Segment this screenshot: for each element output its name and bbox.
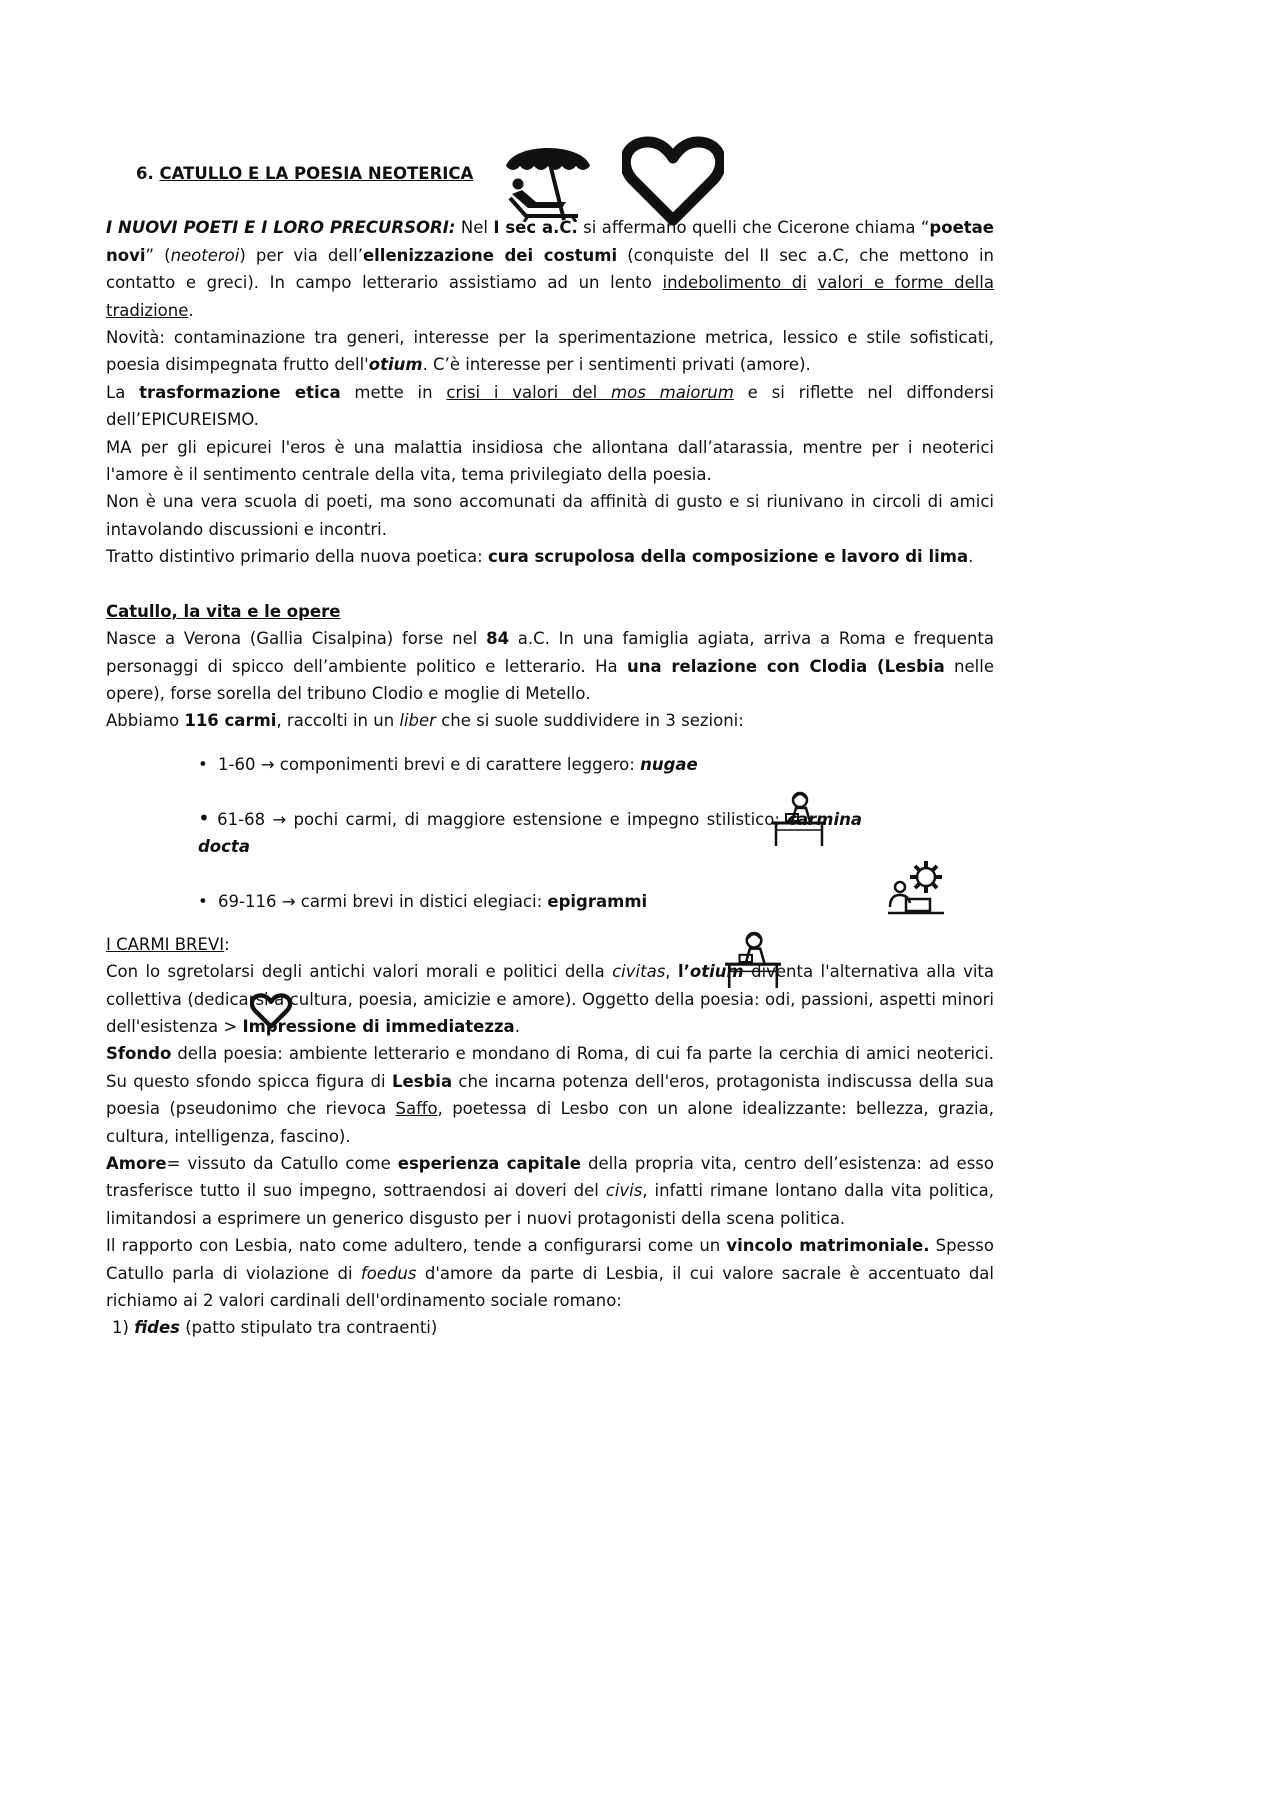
text: Il rapporto con Lesbia, nato come adultero, tende a configurarsi come un bbox=[106, 1236, 727, 1256]
text: si affermano quelli che Cicerone chiama “ bbox=[577, 218, 930, 238]
item-number: 1) bbox=[112, 1318, 135, 1338]
text: . bbox=[968, 547, 974, 567]
text: nelle opere), forse sorella del tribuno Clodio e moglie di Metello. bbox=[106, 656, 994, 703]
bold-italic-text: nugae bbox=[640, 754, 698, 774]
text: . bbox=[188, 300, 194, 320]
bold-text: vincolo matrimoniale. bbox=[726, 1236, 930, 1256]
bold-text: l’ bbox=[677, 962, 690, 982]
bold-text: ellenizzazione dei costumi bbox=[362, 245, 618, 265]
text: diventa l'alternativa alla vita collettiva (dedicarsi a cultura, poesia, amicizie e amore). Oggetto della poesia: odi, passioni, aspetti minori dell'esistenza > bbox=[106, 962, 994, 1036]
bold-text: Impressione di immediatezza bbox=[242, 1016, 515, 1036]
bold-text: 84 bbox=[486, 629, 510, 649]
text: e si riflette nel diffondersi dell’EPICUREISMO. bbox=[106, 382, 995, 430]
text: d'amore da parte di Lesbia, il cui valore sacrale è accentuato dal richiamo ai 2 valori cardinali dell'ordinamento sociale romano: bbox=[106, 1263, 994, 1310]
italic-text: neoteroi bbox=[170, 245, 240, 265]
section-heading-vita bbox=[106, 598, 994, 625]
bold-text: Amore bbox=[106, 1153, 167, 1173]
text: che incarna potenza dell'eros, protagonista indiscussa della sua poesia (pseudonimo che rievoca bbox=[106, 1071, 995, 1119]
italic-text: liber bbox=[399, 711, 436, 731]
bold-text: Sfondo bbox=[106, 1044, 172, 1064]
intro-lead: I NUOVI POETI E I LORO PRECURSORI: bbox=[106, 218, 456, 238]
bold-text: esperienza capitale bbox=[397, 1153, 581, 1173]
bold-text: cura scrupolosa della composizione e lavoro di lima bbox=[487, 547, 969, 567]
bold-text: Lesbia bbox=[391, 1071, 453, 1091]
text: Tratto distintivo primario della nuova poetica: bbox=[106, 547, 488, 567]
section-heading-carmi-brevi bbox=[106, 931, 994, 958]
bullet: • bbox=[198, 891, 208, 911]
paragraph-otium bbox=[106, 958, 994, 1040]
underlined-italic-text: mos maiorum bbox=[611, 382, 734, 402]
bold-text: poetae novi bbox=[106, 218, 994, 265]
list-item-fides bbox=[106, 1314, 994, 1341]
sections-list bbox=[198, 751, 994, 931]
text: a.C. In una famiglia agiata, arriva a Roma e frequenta personaggi di spicco dell’ambiente politico e letterario. Ha bbox=[106, 629, 994, 676]
text: Con lo sgretolarsi degli antichi valori morali e politici della bbox=[106, 962, 613, 982]
bold-text: una relazione con Clodia (Lesbia bbox=[626, 656, 945, 676]
document-body bbox=[106, 160, 994, 1342]
list-item bbox=[198, 888, 798, 931]
paragraph-trasformazione bbox=[106, 379, 994, 434]
bullet: • bbox=[198, 754, 208, 774]
paragraph-sfondo bbox=[106, 1040, 994, 1150]
text: , raccolti in un bbox=[276, 711, 400, 731]
paragraph-novita bbox=[106, 324, 994, 379]
list-item-text: 69-116 → carmi brevi in distici elegiaci: bbox=[218, 891, 548, 911]
underlined-text: crisi i valori del bbox=[446, 382, 612, 402]
list-item-text: 61-68 → pochi carmi, di maggiore estensione e impegno stilistico: bbox=[209, 809, 788, 829]
underlined-text: indebolimento di bbox=[662, 273, 807, 293]
bold-text: 116 carmi bbox=[184, 711, 277, 731]
bullet: • bbox=[198, 805, 210, 830]
text: della propria vita, centro dell’esistenza: ad esso trasferisce tutto il suo impegno, sottraendosi ai doveri del bbox=[106, 1153, 994, 1201]
bold-italic-text: otium bbox=[689, 962, 744, 982]
heading-text: I CARMI BREVI bbox=[106, 934, 225, 954]
bold-italic-text: carmina docta bbox=[198, 809, 862, 857]
text: Novità: contaminazione tra generi, interesse per la sperimentazione metrica, lessico e stile sofisticati, poesia disimpegnata frutto dell' bbox=[106, 328, 994, 375]
italic-text: civitas bbox=[612, 962, 666, 982]
text: Nasce a Verona (Gallia Cisalpina) forse nel bbox=[106, 629, 487, 649]
bold-italic-text: fides bbox=[134, 1318, 180, 1338]
text: . bbox=[514, 1016, 520, 1036]
text: , poetessa di Lesbo con un alone idealizzante: bellezza, grazia, cultura, intelligenza, fascino). bbox=[106, 1099, 994, 1146]
bold-text: trasformazione etica bbox=[139, 382, 341, 402]
text: della poesia: ambiente letterario e mondano di Roma, di cui fa parte la cerchia di amici neoterici. Su questo sfondo spicca figura di bbox=[106, 1044, 994, 1091]
text: (patto stipulato tra contraenti) bbox=[180, 1318, 438, 1338]
text: ” ( bbox=[145, 245, 171, 265]
paragraph-epicurei: MA per gli epicurei l'eros è una malattia insidiosa che allontana dall’atarassia, mentre per i neoterici l'amore è il sentimento centrale della vita, tema privilegiato della poesia. bbox=[106, 437, 994, 485]
paragraph-amore bbox=[106, 1150, 994, 1232]
text: , bbox=[665, 962, 678, 982]
underlined-text: valori e forme della tradizione bbox=[106, 273, 994, 320]
paragraph-tratto bbox=[106, 543, 994, 570]
list-item bbox=[198, 805, 862, 888]
bold-text: epigrammi bbox=[547, 891, 648, 911]
text: mette in bbox=[340, 382, 447, 402]
paragraph-intro bbox=[106, 214, 994, 324]
title-text: CATULLO E LA POESIA NEOTERICA bbox=[159, 164, 474, 183]
text: ) per via dell’ bbox=[239, 245, 363, 265]
paragraph-scuola: Non è una vera scuola di poeti, ma sono accomunati da affinità di gusto e si riunivano in circoli di amici intavolando discussioni e incontri. bbox=[106, 492, 994, 539]
paragraph-vita bbox=[106, 625, 994, 707]
text: La bbox=[106, 382, 140, 402]
heading-text: Catullo, la vita e le opere bbox=[106, 601, 341, 621]
title-number: 6. bbox=[136, 164, 154, 183]
text: Spesso Catullo parla di violazione di bbox=[106, 1236, 994, 1283]
text: Abbiamo bbox=[106, 711, 185, 731]
page-title bbox=[136, 160, 994, 187]
bold-text: I sec a.C. bbox=[493, 218, 578, 238]
text: che si suole suddividere in 3 sezioni: bbox=[435, 711, 744, 731]
colon: : bbox=[224, 934, 230, 954]
paragraph-rapporto bbox=[106, 1232, 994, 1314]
list-item-text: 1-60 → componimenti brevi e di carattere leggero: bbox=[218, 754, 641, 774]
text: Nel bbox=[455, 218, 494, 238]
text bbox=[807, 273, 818, 292]
text: (conquiste del II sec a.C, che mettono in contatto e greci). In campo letterario assistiamo ad un lento bbox=[106, 245, 994, 293]
underlined-text: Saffo bbox=[395, 1099, 438, 1119]
italic-text: civis bbox=[605, 1181, 643, 1201]
list-item bbox=[198, 751, 798, 805]
text: , infatti rimane lontano dalla vita politica, limitandosi a esprimere un generico disgusto per i nuovi protagonisti della scena politica. bbox=[106, 1181, 994, 1228]
text: . C’è interesse per i sentimenti privati (amore). bbox=[422, 355, 811, 375]
text: = vissuto da Catullo come bbox=[166, 1153, 398, 1173]
italic-text: foedus bbox=[360, 1263, 417, 1283]
paragraph-carmi bbox=[106, 707, 994, 734]
bold-italic-text: otium bbox=[368, 355, 423, 375]
